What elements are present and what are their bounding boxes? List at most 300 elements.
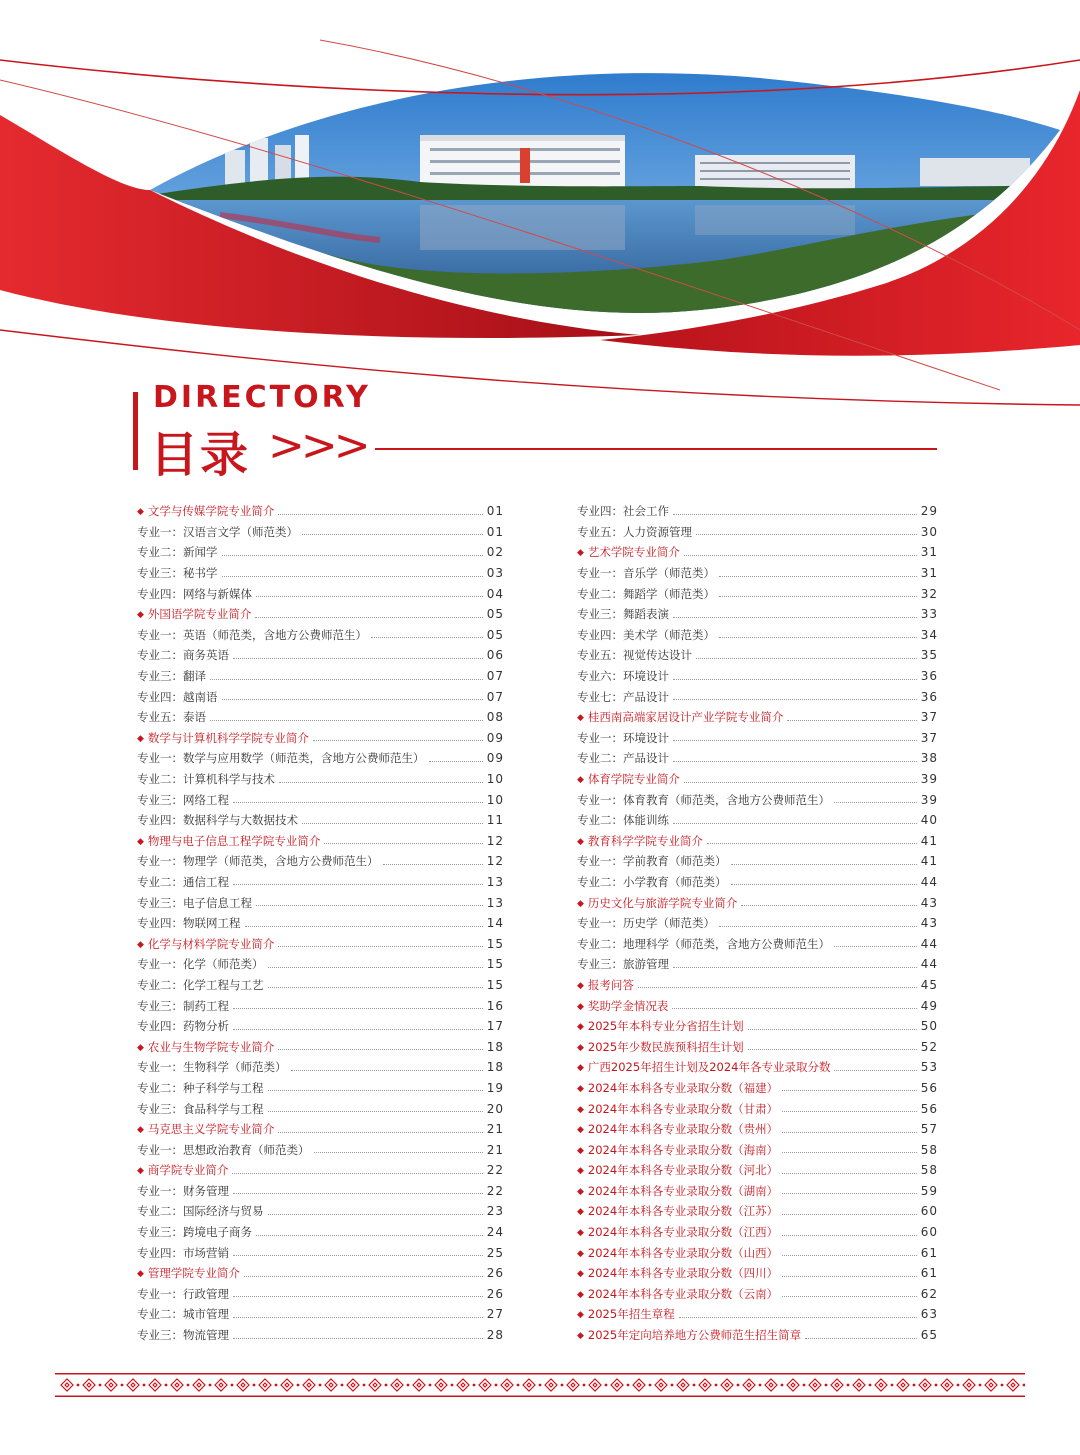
toc-entry-title: 专业四：美术学（师范类） — [577, 627, 715, 642]
dot-leader — [324, 843, 482, 844]
toc-entry-title: 专业三：食品科学与工程 — [137, 1101, 264, 1116]
toc-entry[interactable] — [577, 810, 938, 831]
dot-leader — [834, 1070, 916, 1071]
toc-page-number: 36 — [920, 689, 938, 704]
toc-section-entry[interactable] — [137, 1119, 504, 1140]
dot-leader — [278, 1132, 482, 1133]
heading-rule — [375, 448, 937, 450]
dot-leader — [233, 1338, 483, 1339]
toc-entry[interactable] — [137, 995, 504, 1016]
toc-page-number: 63 — [920, 1307, 938, 1322]
toc-entry-title: 专业一：行政管理 — [137, 1286, 229, 1301]
heading-arrows: >>> — [268, 420, 367, 471]
dot-leader — [673, 514, 917, 515]
toc-entry-title: 专业三：翻译 — [137, 669, 206, 684]
toc-entry[interactable] — [137, 563, 504, 584]
toc-entry[interactable] — [137, 769, 504, 790]
toc-page-number: 45 — [920, 977, 938, 992]
toc-entry-title: 专业六：环境设计 — [577, 669, 669, 684]
toc-page-number: 19 — [486, 1080, 504, 1095]
toc-entry[interactable] — [577, 563, 938, 584]
toc-entry[interactable] — [577, 686, 938, 707]
toc-page-number: 12 — [486, 833, 504, 848]
toc-entry-title: ◆ 体育学院专业简介 — [577, 771, 680, 787]
toc-entry[interactable] — [137, 1139, 504, 1160]
dot-leader — [719, 596, 917, 597]
dot-leader — [245, 926, 483, 927]
border-motif — [831, 1379, 843, 1391]
border-motif — [171, 1379, 183, 1391]
dot-leader — [782, 1152, 917, 1153]
border-dot — [649, 1384, 652, 1387]
toc-page-number: 32 — [920, 586, 938, 601]
toc-section-entry[interactable] — [577, 1222, 938, 1243]
toc-page-number: 10 — [486, 792, 504, 807]
toc-entry-title: 专业三：网络工程 — [137, 792, 229, 807]
dot-leader — [673, 967, 917, 968]
border-motif — [567, 1379, 579, 1391]
toc-section-entry[interactable] — [137, 604, 504, 625]
toc-entry-title: 专业二：化学工程与工艺 — [137, 977, 264, 992]
border-motif — [787, 1379, 799, 1391]
toc-section-entry[interactable] — [577, 1078, 938, 1099]
toc-page-number: 60 — [920, 1225, 938, 1240]
toc-section-entry[interactable] — [577, 1057, 938, 1078]
toc-entry-title: ◆ 2024年本科各专业录取分数（福建） — [577, 1080, 778, 1096]
border-dot — [737, 1384, 740, 1387]
dot-leader — [383, 864, 483, 865]
dot-leader — [782, 1235, 917, 1236]
border-motif — [677, 1379, 689, 1391]
toc-page-number: 13 — [486, 874, 504, 889]
border-dot — [715, 1384, 718, 1387]
border-motif — [765, 1379, 777, 1391]
toc-section-entry[interactable] — [137, 1036, 504, 1057]
dot-leader — [638, 987, 917, 988]
toc-page-number: 36 — [920, 669, 938, 684]
toc-page-number: 34 — [920, 627, 938, 642]
toc-page-number: 15 — [486, 977, 504, 992]
toc-entry-title: ◆ 2024年本科各专业录取分数（海南） — [577, 1142, 778, 1158]
toc-entry[interactable] — [137, 1304, 504, 1325]
dot-leader — [233, 1255, 483, 1256]
toc-section-entry[interactable] — [577, 1016, 938, 1037]
toc-section-entry[interactable] — [577, 1284, 938, 1305]
toc-section-entry[interactable] — [577, 892, 938, 913]
dot-leader — [673, 823, 917, 824]
toc-entry[interactable] — [577, 666, 938, 687]
border-motif — [127, 1379, 139, 1391]
border-motif — [83, 1379, 95, 1391]
dot-leader — [233, 884, 483, 885]
dot-leader — [748, 1029, 917, 1030]
toc-entry[interactable] — [137, 1242, 504, 1263]
dot-leader — [268, 967, 483, 968]
toc-entry-title: ◆ 2024年本科各专业录取分数（河北） — [577, 1162, 778, 1178]
toc-page-number: 01 — [486, 524, 504, 539]
border-motif — [985, 1379, 997, 1391]
dot-leader — [684, 555, 917, 556]
toc-section-entry[interactable] — [577, 1160, 938, 1181]
toc-page-number: 15 — [486, 936, 504, 951]
toc-entry-title: 专业四：社会工作 — [577, 504, 669, 519]
toc-entry[interactable] — [137, 1098, 504, 1119]
toc-right-column — [577, 501, 938, 1345]
dot-leader — [719, 576, 917, 577]
border-motif — [941, 1379, 953, 1391]
toc-page-number: 03 — [486, 566, 504, 581]
border-dot — [913, 1384, 916, 1387]
dot-leader — [741, 905, 916, 906]
toc-entry[interactable] — [137, 1201, 504, 1222]
dot-leader — [782, 1255, 917, 1256]
border-motif — [193, 1379, 205, 1391]
dot-leader — [222, 699, 483, 700]
dot-leader — [834, 802, 917, 803]
dot-leader — [278, 1049, 482, 1050]
toc-entry[interactable] — [137, 542, 504, 563]
toc-entry-title: ◆ 管理学院专业简介 — [137, 1265, 240, 1281]
dot-leader — [233, 1317, 483, 1318]
toc-page-number: 26 — [486, 1266, 504, 1281]
toc-entry[interactable] — [577, 851, 938, 872]
toc-page-number: 39 — [920, 772, 938, 787]
dot-leader — [731, 864, 917, 865]
toc-entry[interactable] — [137, 1222, 504, 1243]
border-dot — [539, 1384, 542, 1387]
toc-left-column — [137, 501, 504, 1345]
toc-entry-title: ◆ 2024年本科各专业录取分数（贵州） — [577, 1121, 778, 1137]
dot-leader — [279, 782, 483, 783]
toc-page-number: 27 — [486, 1307, 504, 1322]
toc-section-entry[interactable] — [577, 1201, 938, 1222]
toc-entry-title: ◆ 物理与电子信息工程学院专业简介 — [137, 833, 320, 849]
toc-entry[interactable] — [577, 501, 938, 522]
toc-page-number: 41 — [920, 833, 938, 848]
toc-section-entry[interactable] — [137, 728, 504, 749]
dot-leader — [222, 576, 483, 577]
toc-entry[interactable] — [577, 933, 938, 954]
toc-entry-title: 专业四：越南语 — [137, 689, 218, 704]
dot-leader — [787, 720, 916, 721]
border-motif — [1007, 1379, 1019, 1391]
dot-leader — [210, 720, 483, 721]
toc-entry[interactable] — [137, 789, 504, 810]
toc-page-number: 41 — [920, 854, 938, 869]
toc-entry-title: ◆ 2025年招生章程 — [577, 1306, 675, 1322]
toc-entry-title: 专业三：旅游管理 — [577, 957, 669, 972]
toc-entry[interactable] — [137, 892, 504, 913]
dot-leader — [731, 884, 917, 885]
toc-page-number: 30 — [920, 524, 938, 539]
toc-entry-title: ◆ 历史文化与旅游学院专业简介 — [577, 895, 737, 911]
toc-page-number: 13 — [486, 895, 504, 910]
border-dot — [781, 1384, 784, 1387]
border-dot — [1001, 1384, 1004, 1387]
toc-section-entry[interactable] — [137, 1263, 504, 1284]
dot-leader — [719, 637, 917, 638]
dot-leader — [233, 658, 483, 659]
toc-entry[interactable] — [137, 810, 504, 831]
toc-page-number: 60 — [920, 1204, 938, 1219]
dot-leader — [429, 761, 483, 762]
toc-entry-title: 专业五：视觉传达设计 — [577, 648, 692, 663]
toc-entry-title: ◆ 2025年定向培养地方公费师范生招生简章 — [577, 1327, 801, 1343]
toc-page-number: 11 — [486, 813, 504, 828]
toc-page-number: 61 — [920, 1266, 938, 1281]
border-motif — [633, 1379, 645, 1391]
border-motif — [391, 1379, 403, 1391]
toc-page-number: 56 — [920, 1101, 938, 1116]
border-motif — [699, 1379, 711, 1391]
toc-entry[interactable] — [577, 625, 938, 646]
toc-section-entry[interactable] — [577, 1242, 938, 1263]
toc-entry-title: ◆ 广西2025年招生计划及2024年各专业录取分数 — [577, 1059, 830, 1075]
toc-page-number: 31 — [920, 566, 938, 581]
toc-page-number: 14 — [486, 916, 504, 931]
dot-leader — [673, 679, 917, 680]
dot-leader — [834, 946, 917, 947]
toc-page-number: 10 — [486, 772, 504, 787]
toc-entry[interactable] — [137, 583, 504, 604]
toc-entry-title: 专业四：药物分析 — [137, 1019, 229, 1034]
toc-entry[interactable] — [577, 645, 938, 666]
toc-entry[interactable] — [577, 872, 938, 893]
border-motif — [897, 1379, 909, 1391]
toc-entry[interactable] — [137, 625, 504, 646]
dot-leader — [278, 946, 482, 947]
toc-entry-title: 专业四：网络与新媒体 — [137, 586, 252, 601]
toc-entry-title: ◆ 报考问答 — [577, 977, 634, 993]
dot-leader — [782, 1276, 917, 1277]
border-motif — [105, 1379, 117, 1391]
dot-leader — [233, 1008, 483, 1009]
toc-entry[interactable] — [137, 522, 504, 543]
toc-entry[interactable] — [137, 851, 504, 872]
toc-page-number: 07 — [486, 689, 504, 704]
border-motif — [259, 1379, 271, 1391]
toc-page-number: 18 — [486, 1039, 504, 1054]
toc-entry-title: 专业一：汉语言文学（师范类） — [137, 524, 298, 539]
toc-entry-title: 专业二：新闻学 — [137, 545, 218, 560]
toc-page-number: 50 — [920, 1019, 938, 1034]
toc-entry[interactable] — [577, 954, 938, 975]
dot-leader — [244, 1276, 483, 1277]
border-dot — [121, 1384, 124, 1387]
toc-entry-title: 专业一：历史学（师范类） — [577, 916, 715, 931]
toc-section-entry[interactable] — [577, 542, 938, 563]
border-motif — [149, 1379, 161, 1391]
toc-section-entry[interactable] — [577, 1325, 938, 1346]
border-dot — [561, 1384, 564, 1387]
toc-entry-title: ◆ 奖助学金情况表 — [577, 998, 668, 1014]
toc-entry-title: 专业二：舞蹈学（师范类） — [577, 586, 715, 601]
border-dot — [187, 1384, 190, 1387]
dot-leader — [719, 926, 917, 927]
toc-entry[interactable] — [137, 748, 504, 769]
toc-page-number: 58 — [920, 1163, 938, 1178]
toc-page-number: 01 — [486, 504, 504, 519]
toc-entry[interactable] — [137, 1016, 504, 1037]
toc-entry-title: 专业二：商务英语 — [137, 648, 229, 663]
toc-page-number: 59 — [920, 1183, 938, 1198]
toc-entry-title: 专业三：秘书学 — [137, 566, 218, 581]
border-motif — [501, 1379, 513, 1391]
toc-entry[interactable] — [137, 872, 504, 893]
toc-page-number: 62 — [920, 1286, 938, 1301]
toc-entry[interactable] — [137, 975, 504, 996]
toc-entry[interactable] — [137, 707, 504, 728]
toc-entry[interactable] — [577, 748, 938, 769]
toc-entry-title: 专业五：人力资源管理 — [577, 524, 692, 539]
toc-page-number: 29 — [920, 504, 938, 519]
dot-leader — [268, 987, 483, 988]
toc-page-number: 33 — [920, 607, 938, 622]
dot-leader — [232, 1173, 482, 1174]
toc-page-number: 35 — [920, 648, 938, 663]
toc-section-entry[interactable] — [577, 769, 938, 790]
toc-entry-title: 专业二：城市管理 — [137, 1307, 229, 1322]
toc-entry[interactable] — [137, 913, 504, 934]
toc-page-number: 53 — [920, 1060, 938, 1075]
toc-entry-title: 专业一：体育教育（师范类，含地方公费师范生） — [577, 792, 830, 807]
border-motif — [919, 1379, 931, 1391]
dot-leader — [256, 596, 483, 597]
toc-entry[interactable] — [137, 686, 504, 707]
toc-section-entry[interactable] — [577, 1139, 938, 1160]
toc-entry[interactable] — [137, 1325, 504, 1346]
toc-entry[interactable] — [137, 1284, 504, 1305]
toc-entry-title: 专业四：物联网工程 — [137, 916, 241, 931]
toc-page-number: 25 — [486, 1245, 504, 1260]
toc-entry-title: ◆ 艺术学院专业简介 — [577, 544, 680, 560]
toc-entry-title: 专业二：地理科学（师范类，含地方公费师范生） — [577, 936, 830, 951]
toc-section-entry[interactable] — [137, 501, 504, 522]
border-dot — [253, 1384, 256, 1387]
toc-section-entry[interactable] — [577, 975, 938, 996]
toc-entry-title: ◆ 农业与生物学院专业简介 — [137, 1039, 274, 1055]
toc-entry-title: 专业四：数据科学与大数据技术 — [137, 813, 298, 828]
toc-entry-title: 专业一：英语（师范类，含地方公费师范生） — [137, 627, 367, 642]
border-dot — [847, 1384, 850, 1387]
toc-entry-title: ◆ 2024年本科各专业录取分数（湖南） — [577, 1183, 778, 1199]
toc-entry[interactable] — [137, 954, 504, 975]
toc-page-number: 31 — [920, 545, 938, 560]
dot-leader — [782, 1132, 917, 1133]
toc-entry[interactable] — [137, 666, 504, 687]
dot-leader — [222, 555, 483, 556]
toc-section-entry[interactable] — [577, 831, 938, 852]
toc-section-entry[interactable] — [577, 1181, 938, 1202]
toc-page-number: 20 — [486, 1101, 504, 1116]
dot-leader — [782, 1214, 917, 1215]
toc-entry[interactable] — [137, 1057, 504, 1078]
border-motif — [457, 1379, 469, 1391]
toc-section-entry[interactable] — [577, 1119, 938, 1140]
toc-entry[interactable] — [577, 583, 938, 604]
toc-page-number: 21 — [486, 1142, 504, 1157]
toc-section-entry[interactable] — [577, 1036, 938, 1057]
header-banner — [0, 0, 1080, 420]
border-motif — [325, 1379, 337, 1391]
border-motif — [809, 1379, 821, 1391]
toc-entry-title: 专业三：舞蹈表演 — [577, 607, 669, 622]
border-dot — [935, 1384, 938, 1387]
border-dot — [671, 1384, 674, 1387]
border-motif — [545, 1379, 557, 1391]
toc-entry-title: ◆ 2024年本科各专业录取分数（四川） — [577, 1265, 778, 1281]
toc-entry[interactable] — [577, 522, 938, 543]
toc-entry[interactable] — [137, 1078, 504, 1099]
toc-entry-title: 专业二：小学教育（师范类） — [577, 874, 727, 889]
border-dot — [77, 1384, 80, 1387]
dot-leader — [696, 658, 917, 659]
toc-section-entry[interactable] — [577, 1263, 938, 1284]
toc-entry-title: ◆ 商学院专业简介 — [137, 1162, 228, 1178]
dot-leader — [313, 740, 483, 741]
border-dot — [803, 1384, 806, 1387]
toc-section-entry[interactable] — [577, 1098, 938, 1119]
decorative-footer-border — [55, 1373, 1025, 1397]
toc-entry-title: ◆ 2024年本科各专业录取分数（甘肃） — [577, 1101, 778, 1117]
toc-page-number: 17 — [486, 1019, 504, 1034]
toc-entry-title: ◆ 2024年本科各专业录取分数（江西） — [577, 1224, 778, 1240]
toc-section-entry[interactable] — [137, 831, 504, 852]
toc-entry[interactable] — [137, 1181, 504, 1202]
border-dot — [517, 1384, 520, 1387]
border-motif — [215, 1379, 227, 1391]
toc-entry-title: ◆ 2025年本科专业分省招生计划 — [577, 1018, 744, 1034]
toc-entry-title: ◆ 教育科学学院专业简介 — [577, 833, 703, 849]
toc-entry-title: 专业二：种子科学与工程 — [137, 1080, 264, 1095]
toc-section-entry[interactable] — [577, 995, 938, 1016]
toc-entry-title: 专业五：泰语 — [137, 710, 206, 725]
toc-page-number: 09 — [486, 751, 504, 766]
toc-entry-title: ◆ 化学与材料学院专业简介 — [137, 936, 274, 952]
toc-entry-title: 专业七：产品设计 — [577, 689, 669, 704]
border-motif — [237, 1379, 249, 1391]
toc-page-number: 61 — [920, 1245, 938, 1260]
toc-entry-title: 专业一：财务管理 — [137, 1183, 229, 1198]
border-dot — [979, 1384, 982, 1387]
toc-entry[interactable] — [577, 789, 938, 810]
toc-page-number: 12 — [486, 854, 504, 869]
toc-section-entry[interactable] — [577, 1304, 938, 1325]
toc-entry-title: 专业二：产品设计 — [577, 751, 669, 766]
toc-entry-title: 专业三：跨境电子商务 — [137, 1225, 252, 1240]
toc-entry[interactable] — [137, 645, 504, 666]
toc-entry[interactable] — [577, 604, 938, 625]
toc-page-number: 43 — [920, 895, 938, 910]
border-dot — [495, 1384, 498, 1387]
toc-section-entry[interactable] — [137, 933, 504, 954]
toc-page-number: 28 — [486, 1328, 504, 1343]
toc-entry-title: 专业一：学前教育（师范类） — [577, 854, 727, 869]
border-dot — [759, 1384, 762, 1387]
border-dot — [341, 1384, 344, 1387]
dot-leader — [748, 1049, 917, 1050]
toc-entry-title: 专业一：音乐学（师范类） — [577, 566, 715, 581]
directory-title-en: DIRECTORY — [153, 380, 371, 415]
border-motif — [61, 1379, 73, 1391]
toc-section-entry[interactable] — [577, 707, 938, 728]
dot-leader — [782, 1193, 917, 1194]
toc-entry[interactable] — [577, 913, 938, 934]
toc-page-number: 43 — [920, 916, 938, 931]
toc-entry[interactable] — [577, 728, 938, 749]
toc-section-entry[interactable] — [137, 1160, 504, 1181]
toc-page-number: 58 — [920, 1142, 938, 1157]
